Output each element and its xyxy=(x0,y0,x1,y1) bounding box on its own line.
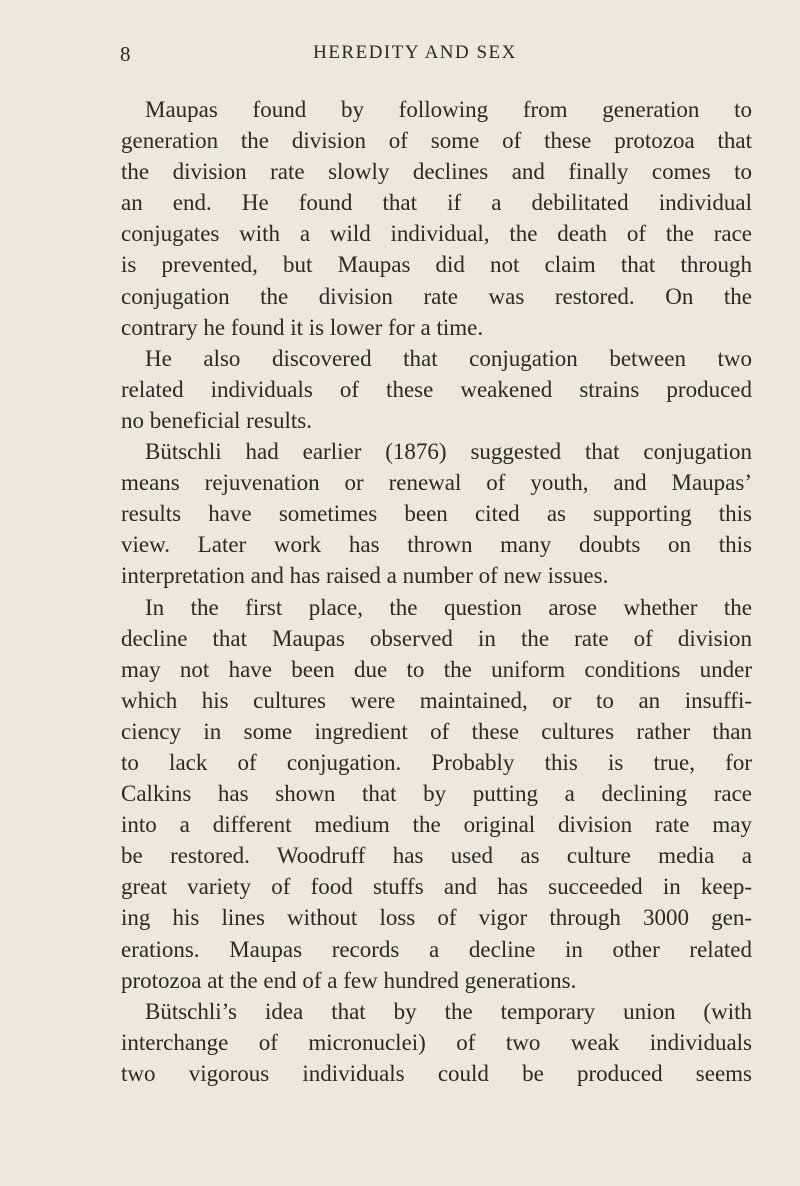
text-line: great variety of food stuffs and has succeeded in keep- xyxy=(121,874,752,900)
text-line: be restored. Woodruff has used as culture media a xyxy=(121,843,752,869)
text-line: Bütschli’s idea that by the temporary union (with xyxy=(145,998,752,1024)
text-line: Bütschli had earlier (1876) suggested that conjugation xyxy=(145,439,752,465)
text-line: means rejuvenation or renewal of youth, and Maupas’ xyxy=(121,470,752,496)
text-line: interchange of micronuclei) of two weak individuals xyxy=(121,1029,752,1055)
text-line: ing his lines without loss of vigor through 3000 gen- xyxy=(121,905,752,931)
text-line: In the first place, the question arose whether the xyxy=(145,594,752,620)
text-line: interpretation and has raised a number of new issues. xyxy=(121,563,609,589)
text-line: may not have been due to the uniform conditions under xyxy=(121,656,752,682)
body-text xyxy=(121,94,752,1089)
text-line: results have sometimes been cited as supporting this xyxy=(121,501,752,527)
text-line: is prevented, but Maupas did not claim that through xyxy=(121,252,752,278)
text-line: conjugation the division rate was restored. On the xyxy=(121,283,752,309)
text-line: Maupas found by following from generation to xyxy=(145,97,752,122)
text-line: contrary he found it is lower for a time. xyxy=(121,314,484,340)
text-line: protozoa at the end of a few hundred generations. xyxy=(121,967,577,993)
page-number: 8 xyxy=(120,42,131,66)
text-line: no beneficial results. xyxy=(121,407,312,433)
text-line: view. Later work has thrown many doubts on this xyxy=(121,532,752,558)
text-line: ciency in some ingredient of these cultures rather than xyxy=(121,718,752,744)
text-line: He also discovered that conjugation between two xyxy=(145,345,752,371)
text-line: two vigorous individuals could be produced seems xyxy=(121,1060,752,1086)
running-head xyxy=(120,42,710,76)
text-line: Calkins has shown that by putting a declining race xyxy=(121,781,752,807)
text-line: generation the division of some of these protozoa that xyxy=(121,128,752,154)
text-line: which his cultures were maintained, or to an insuffi- xyxy=(121,687,752,713)
text-line: into a different medium the original division rate may xyxy=(121,812,752,838)
text-line: the division rate slowly declines and finally comes to xyxy=(121,159,752,185)
text-line: conjugates with a wild individual, the death of the race xyxy=(121,221,752,247)
text-line: decline that Maupas observed in the rate of division xyxy=(121,625,752,651)
text-line: related individuals of these weakened strains produced xyxy=(121,376,752,402)
text-line: an end. He found that if a debilitated individual xyxy=(121,190,752,216)
running-title: HEREDITY AND SEX xyxy=(313,42,517,63)
text-line: to lack of conjugation. Probably this is true, for xyxy=(121,749,752,775)
text-line: erations. Maupas records a decline in other related xyxy=(121,936,752,962)
